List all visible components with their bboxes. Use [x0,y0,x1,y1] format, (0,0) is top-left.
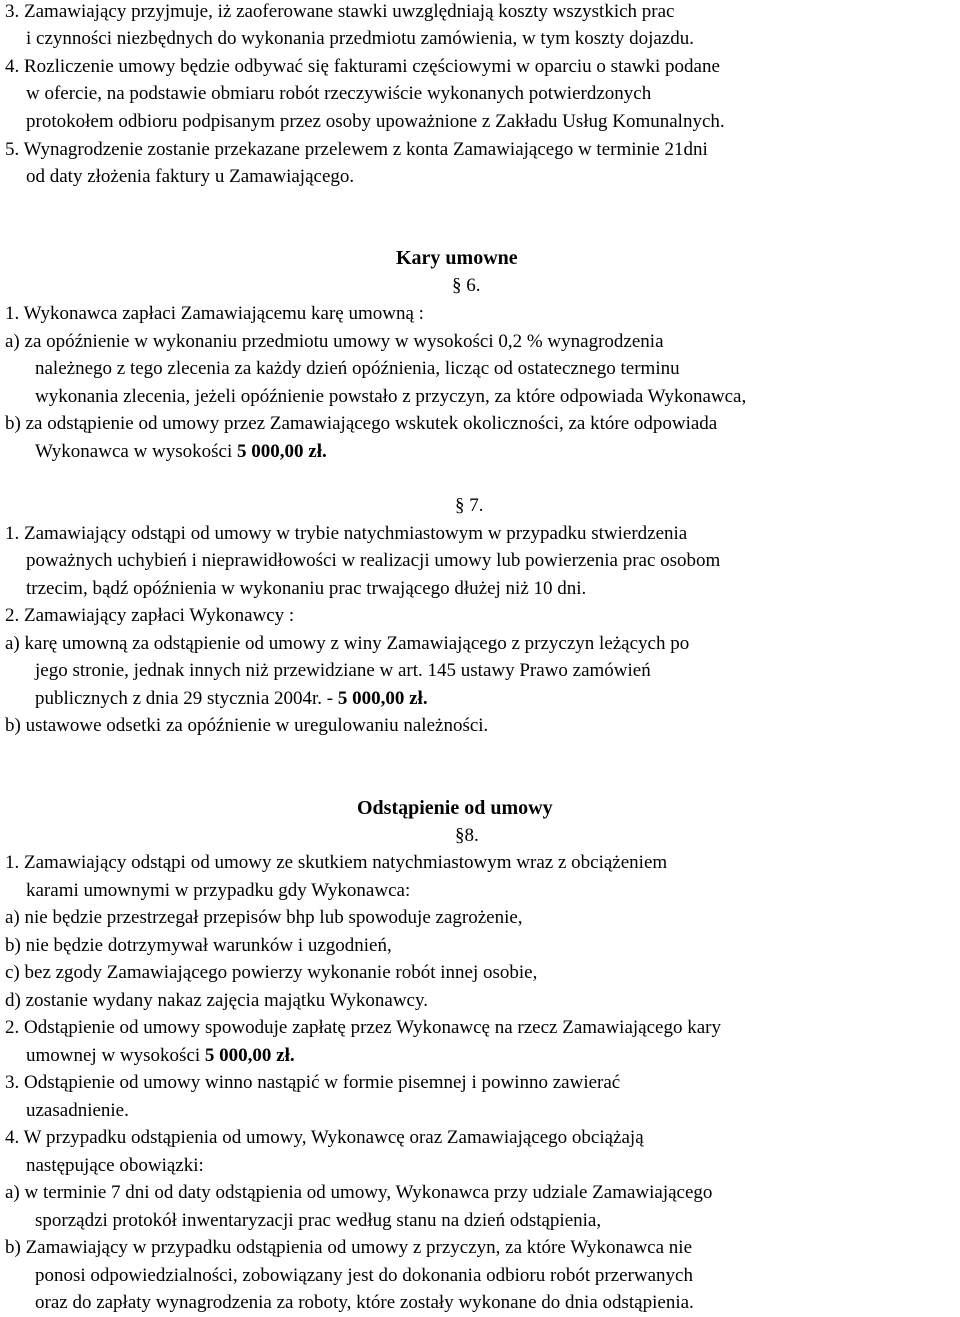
kary-item-b-line-2 [35,440,327,464]
s7-item-2: 2. Zamawiający zapłaci Wykonawcy : [5,605,295,626]
s8-item-b: b) nie będzie dotrzymywał warunków i uzgodnień, [5,935,392,956]
section-8-marker: §8. [455,825,479,846]
s8-item-2-text: umownej w wysokości [26,1045,205,1066]
kary-item-1: 1. Wykonawca zapłaci Zamawiającemu karę umowną : [5,303,424,324]
s8-item-a: a) nie będzie przestrzegał przepisów bhp lub spowoduje zagrożenie, [5,907,523,928]
s8-item-4-line-1: 4. W przypadku odstąpienia od umowy, Wykonawcę oraz Zamawiającego obciążają [5,1127,644,1148]
kary-item-b-line-1: b) za odstąpienie od umowy przez Zamawiającego wskutek okoliczności, za które odpowiada [5,413,718,434]
s7-item-a-line-2: jego stronie, jednak innych niż przewidziane w art. 145 ustawy Prawo zamówień [35,660,651,681]
s8-item-4-line-2: następujące obowiązki: [26,1155,204,1176]
heading-kary-umowne: Kary umowne [396,247,518,269]
s8-item-b2-line-2: ponosi odpowiedzialności, zobowiązany jest do dokonania odbioru robót przerwanych [35,1265,693,1286]
s8-item-c: c) bez zgody Zamawiającego powierzy wykonanie robót innej osobie, [5,962,538,983]
item-3-line-2: i czynności niezbędnych do wykonania przedmiotu zamówienia, w tym koszty dojazdu. [26,28,694,49]
kary-item-a-line-3: wykonania zlecenia, jeżeli opóźnienie powstało z przyczyn, za które odpowiada Wykonawca, [35,386,747,407]
s8-item-a2-line-2: sporządzi protokół inwentaryzacji prac według stanu na dzień odstąpienia, [35,1210,602,1231]
s8-item-2-amount: 5 000,00 zł. [204,1045,295,1066]
item-5-line-2: od daty złożenia faktury u Zamawiającego. [26,166,355,187]
s7-item-1-line-3: trzecim, bądź opóźnienia w wykonaniu prac trwającego dłużej niż 10 dni. [26,578,587,599]
s7-item-1-line-2: poważnych uchybień i nieprawidłowości w realizacji umowy lub powierzenia prac osobom [26,550,721,571]
item-3-line-1: 3. Zamawiający przyjmuje, iż zaoferowane stawki uwzględniają koszty wszystkich prac [5,1,675,22]
kary-item-a-line-2: należnego z tego zlecenia za każdy dzień opóźnienia, licząc od ostatecznego terminu [35,358,680,379]
s8-item-1-line-1: 1. Zamawiający odstąpi od umowy ze skutkiem natychmiastowym wraz z obciążeniem [5,852,668,873]
s7-item-a-amount: 5 000,00 zł. [337,688,428,709]
kary-item-b-text: Wykonawca w wysokości [35,441,238,462]
s8-item-b2-line-1: b) Zamawiający w przypadku odstąpienia od umowy z przyczyn, za które Wykonawca nie [5,1237,692,1258]
s8-item-a2-line-1: a) w terminie 7 dni od daty odstąpienia od umowy, Wykonawca przy udziale Zamawiającego [5,1182,713,1203]
s7-item-a-text: publicznych z dnia 29 stycznia 2004r. - [35,688,338,709]
s8-item-d: d) zostanie wydany nakaz zajęcia majątku Wykonawcy. [5,990,429,1011]
s8-item-2-line-2 [26,1044,295,1068]
s7-item-1-line-1: 1. Zamawiający odstąpi od umowy w trybie natychmiastowym w przypadku stwierdzenia [5,523,688,544]
item-4-line-1: 4. Rozliczenie umowy będzie odbywać się fakturami częściowymi w oparciu o stawki podane [5,56,720,77]
s8-item-3-line-1: 3. Odstąpienie od umowy winno nastąpić w formie pisemnej i powinno zawierać [5,1072,621,1093]
s8-item-1-line-2: karami umownymi w przypadku gdy Wykonawca: [26,880,411,901]
s7-item-a-line-1: a) karę umowną za odstąpienie od umowy z winy Zamawiającego z przyczyn leżących po [5,633,690,654]
kary-item-b-amount: 5 000,00 zł. [237,441,327,462]
s7-item-b: b) ustawowe odsetki za opóźnienie w uregulowaniu należności. [5,715,489,736]
item-5-line-1: 5. Wynagrodzenie zostanie przekazane przelewem z konta Zamawiającego w terminie 21dni [5,139,708,160]
heading-odstapienie: Odstąpienie od umowy [357,797,553,819]
s8-item-2-line-1: 2. Odstąpienie od umowy spowoduje zapłatę przez Wykonawcę na rzecz Zamawiającego kary [5,1017,721,1038]
section-7-marker: § 7. [455,495,484,516]
item-4-line-2: w ofercie, na podstawie obmiaru robót rzeczywiście wykonanych potwierdzonych [26,83,652,104]
s8-item-b2-line-3: oraz do zapłaty wynagrodzenia za roboty, które zostały wykonane do dnia odstąpienia. [35,1292,694,1313]
kary-item-a-line-1: a) za opóźnienie w wykonaniu przedmiotu umowy w wysokości 0,2 % wynagrodzenia [5,331,664,352]
s8-item-3-line-2: uzasadnienie. [26,1100,129,1121]
section-6-marker: § 6. [452,275,481,296]
item-4-line-3: protokołem odbioru podpisanym przez osoby upoważnione z Zakładu Usług Komunalnych. [26,111,725,132]
s7-item-a-line-3 [35,687,428,711]
